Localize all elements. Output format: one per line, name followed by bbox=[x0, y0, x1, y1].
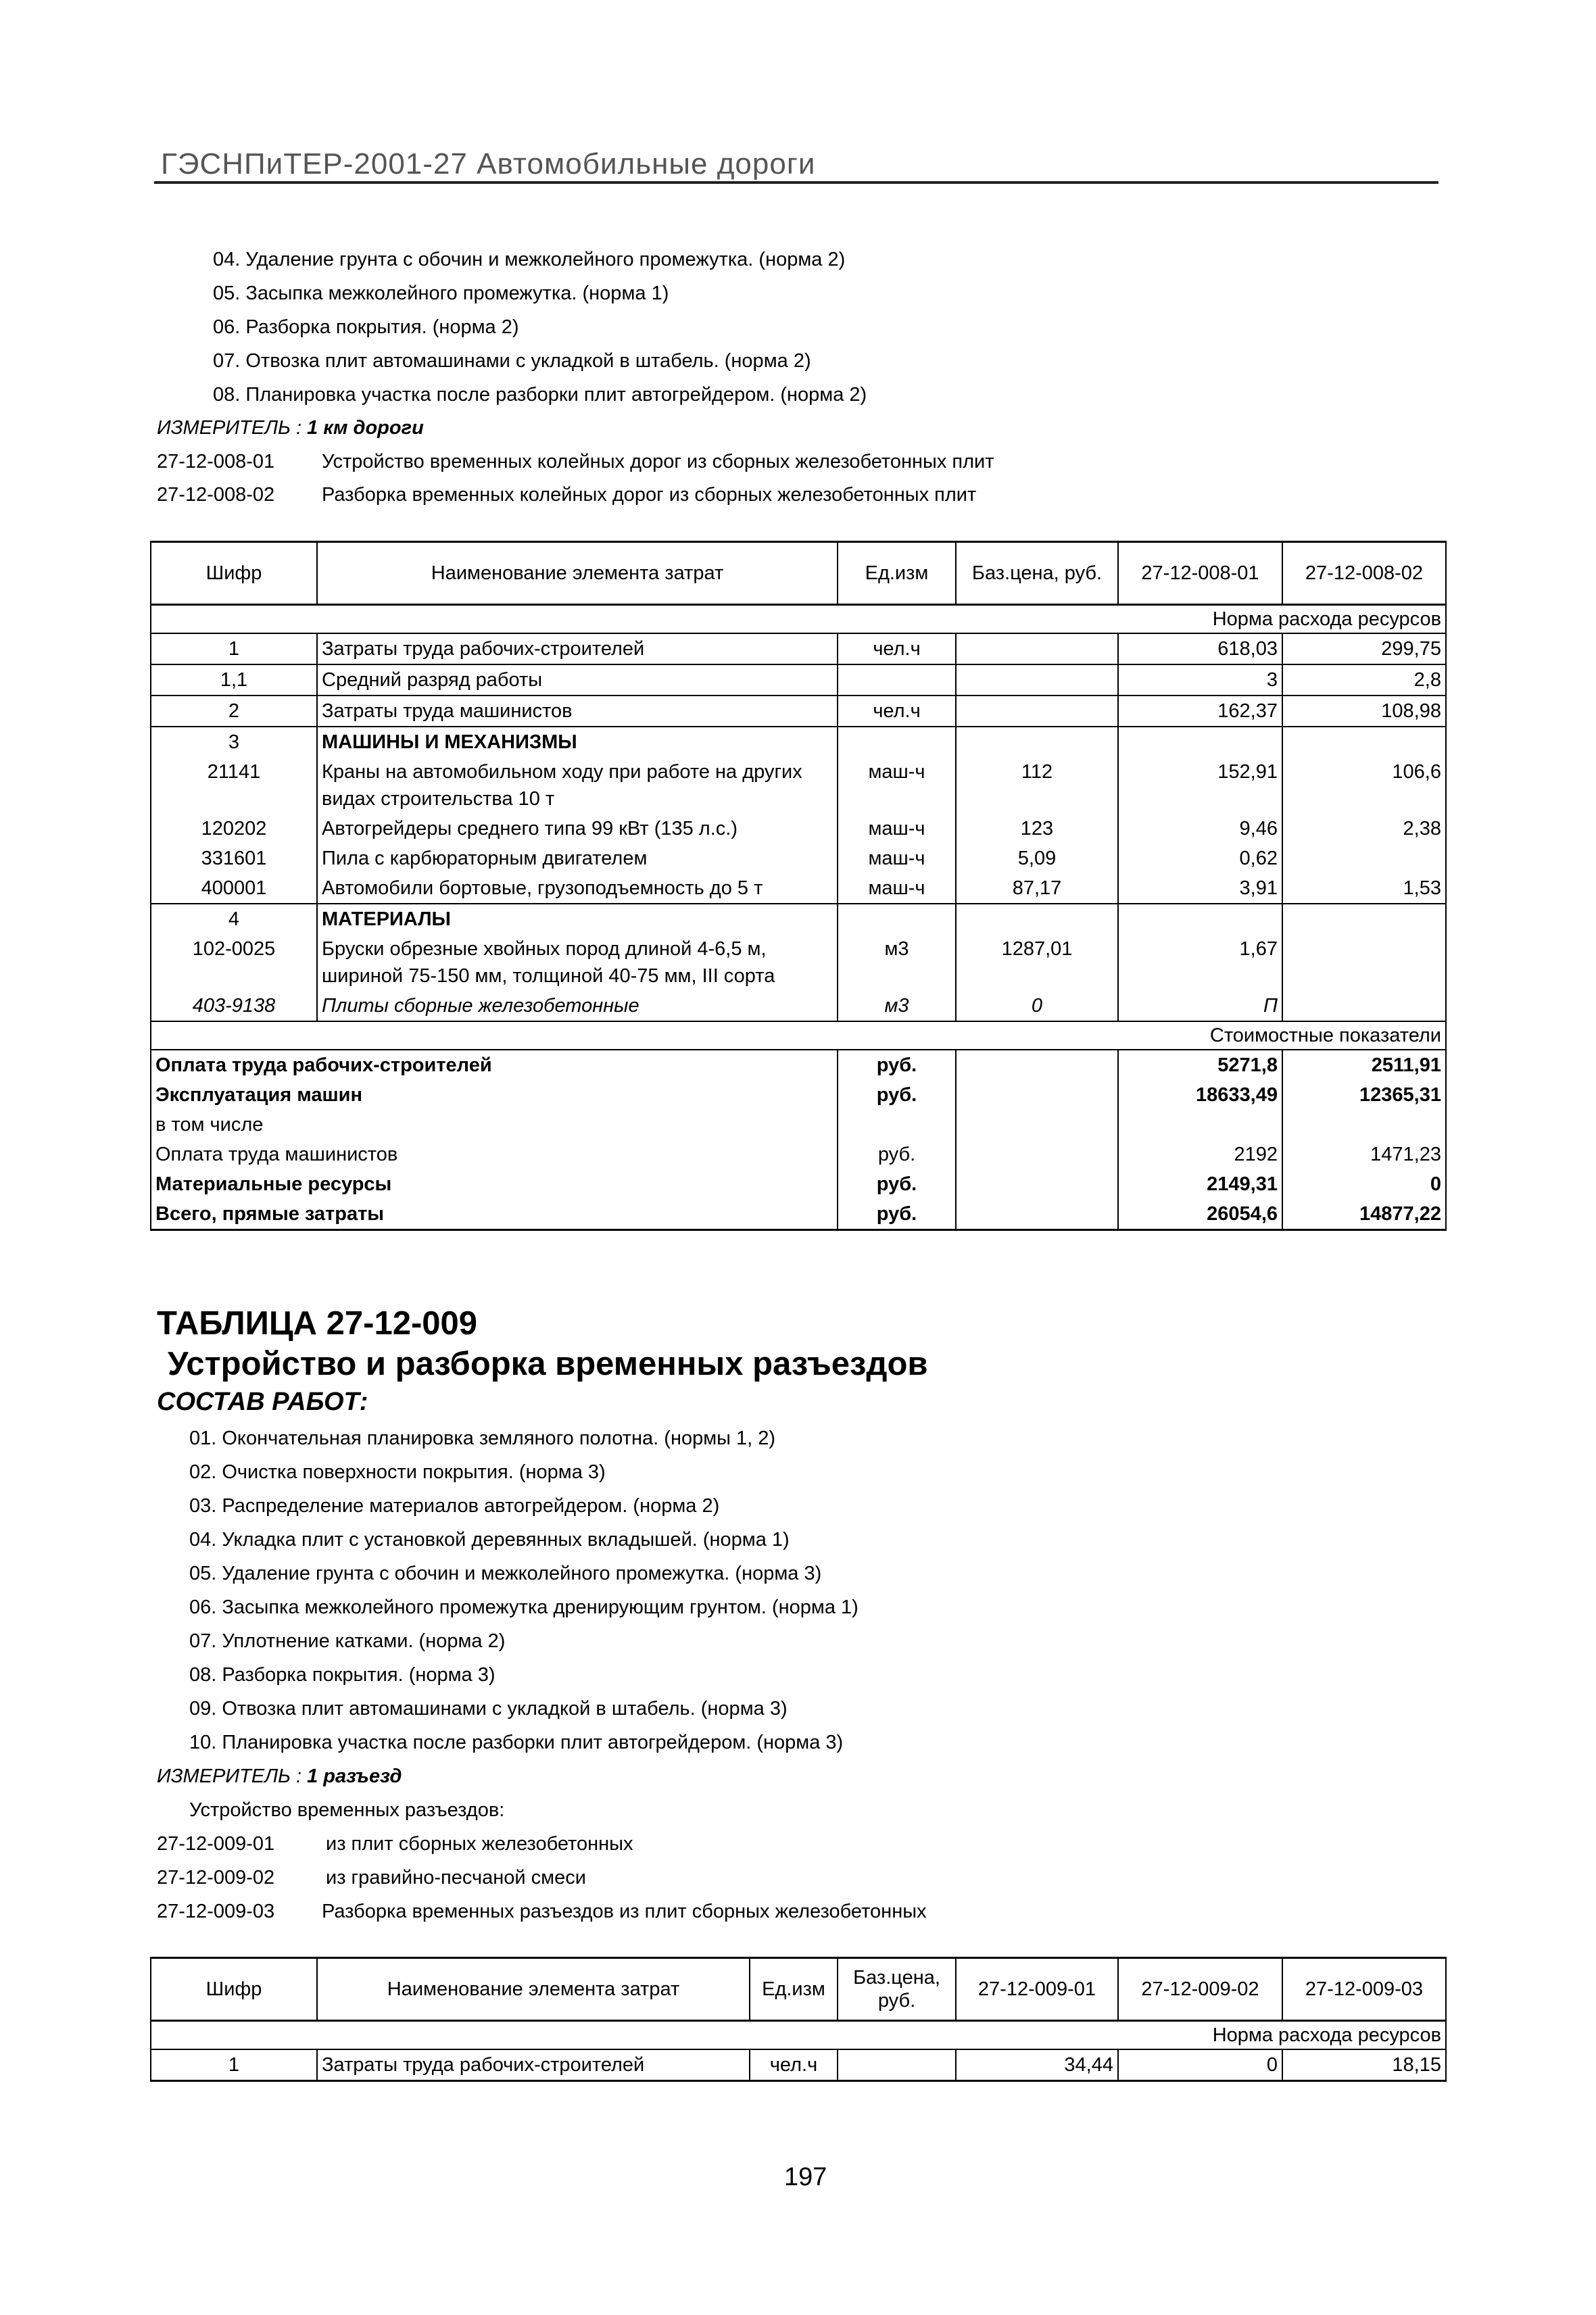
cell-name: Затраты труда рабочих-строителей bbox=[317, 2049, 750, 2081]
code-desc: из гравийно-песчаной смеси bbox=[326, 1867, 586, 1888]
cost-price bbox=[956, 1110, 1118, 1140]
code-desc: Устройство временных колейных дорог из сборных железобетонных плит bbox=[322, 451, 994, 472]
cost-price bbox=[956, 1050, 1118, 1080]
table-row bbox=[151, 814, 1446, 844]
cell-value: 34,44 bbox=[956, 2049, 1118, 2081]
work-item: 06. Засыпка межколейного промежутка дренирующим грунтом. (норма 1) bbox=[189, 1597, 859, 1618]
work-item: 04. Удаление грунта с обочин и межколейного промежутка. (норма 2) bbox=[213, 249, 846, 270]
cell-code: 1 bbox=[151, 2049, 317, 2081]
meter-label: ИЗМЕРИТЕЛЬ : bbox=[157, 1765, 308, 1787]
work-heading: СОСТАВ РАБОТ: bbox=[157, 1388, 368, 1416]
cost-unit bbox=[838, 1110, 956, 1140]
cell-name: Автогрейдеры среднего типа 99 кВт (135 л.с.) bbox=[317, 814, 838, 844]
table-row bbox=[151, 904, 1446, 934]
norm-label: Норма расхода ресурсов bbox=[151, 605, 1446, 634]
code: 27-12-008-02 bbox=[157, 484, 275, 506]
cell-value: 299,75 bbox=[1282, 633, 1446, 664]
cell-price: 112 bbox=[956, 757, 1118, 814]
cost-value: 2511,91 bbox=[1282, 1050, 1446, 1080]
cell-unit: маш-ч bbox=[838, 873, 956, 904]
code-line bbox=[157, 451, 274, 473]
cell-code: 403-9138 bbox=[151, 991, 317, 1021]
cell-unit bbox=[838, 727, 956, 757]
cost-name: Оплата труда рабочих-строителей bbox=[151, 1050, 838, 1080]
table-row bbox=[151, 757, 1446, 814]
cell-price bbox=[956, 696, 1118, 727]
cell-name: Краны на автомобильном ходу при работе на других видах строительства 10 т bbox=[317, 757, 838, 814]
col-header: 27-12-009-02 bbox=[1118, 1958, 1282, 2021]
table-header-row bbox=[151, 1958, 1446, 2021]
cell-price: 123 bbox=[956, 814, 1118, 844]
cell-price: 1287,01 bbox=[956, 934, 1118, 991]
cost-name: Всего, прямые затраты bbox=[151, 1199, 838, 1230]
cell-price bbox=[956, 727, 1118, 757]
work-item: 09. Отвозка плит автомашинами с укладкой в штабель. (норма 3) bbox=[189, 1698, 788, 1720]
cell-value: 3,91 bbox=[1118, 873, 1282, 904]
table-row bbox=[151, 727, 1446, 757]
work-item: 07. Уплотнение катками. (норма 2) bbox=[189, 1630, 506, 1652]
code-desc: Разборка временных разъездов из плит сборных железобетонных bbox=[322, 1901, 927, 1922]
header-rule bbox=[154, 181, 1438, 184]
cost-label-row bbox=[151, 1021, 1446, 1050]
cost-price bbox=[956, 1199, 1118, 1230]
cell-unit: чел.ч bbox=[750, 2049, 838, 2081]
cost-row bbox=[151, 1199, 1446, 1230]
cell-value: 106,6 bbox=[1282, 757, 1446, 814]
page-number: 197 bbox=[784, 2163, 827, 2191]
work-item: 07. Отвозка плит автомашинами с укладкой в штабель. (норма 2) bbox=[213, 350, 811, 372]
cost-value: 5271,8 bbox=[1118, 1050, 1282, 1080]
col-header: Ед.изм bbox=[750, 1958, 838, 2021]
cost-unit: руб. bbox=[838, 1050, 956, 1080]
cell-name: Затраты труда машинистов bbox=[317, 696, 838, 727]
cost-value bbox=[1282, 1110, 1446, 1140]
cost-row bbox=[151, 1169, 1446, 1199]
cell-value: 0 bbox=[1118, 2049, 1282, 2081]
cell-name: Плиты сборные железобетонные bbox=[317, 991, 838, 1021]
section-heading: МАШИНЫ И МЕХАНИЗМЫ bbox=[317, 727, 838, 757]
cell-value: 618,03 bbox=[1118, 633, 1282, 664]
cost-unit: руб. bbox=[838, 1169, 956, 1199]
cost-price bbox=[956, 1140, 1118, 1169]
cell-value bbox=[1282, 844, 1446, 873]
cost-name: Эксплуатация машин bbox=[151, 1080, 838, 1110]
work-item: 02. Очистка поверхности покрытия. (норма 3) bbox=[189, 1461, 606, 1483]
work-item: 01. Окончательная планировка земляного полотна. (нормы 1, 2) bbox=[189, 1428, 776, 1449]
cell-unit bbox=[838, 904, 956, 934]
cell-code: 21141 bbox=[151, 757, 317, 814]
cost-name: Материальные ресурсы bbox=[151, 1169, 838, 1199]
norm-label-row bbox=[151, 2021, 1446, 2050]
cell-name: Бруски обрезные хвойных пород длиной 4-6,5 м, шириной 75-150 мм, толщиной 40-75 мм, III сорта bbox=[317, 934, 838, 991]
cost-unit: руб. bbox=[838, 1199, 956, 1230]
cell-value: П bbox=[1118, 991, 1282, 1021]
cell-unit: м3 bbox=[838, 934, 956, 991]
running-header: ГЭСНПиТЕР-2001-27 Автомобильные дороги bbox=[161, 147, 816, 180]
cell-value: 162,37 bbox=[1118, 696, 1282, 727]
cell-value: 2,38 bbox=[1282, 814, 1446, 844]
cost-label: Стоимостные показатели bbox=[151, 1021, 1446, 1050]
cell-value: 2,8 bbox=[1282, 664, 1446, 696]
resource-table-008 bbox=[150, 541, 1447, 1231]
section-subtitle: Устройство и разборка временных разъездов bbox=[168, 1346, 928, 1382]
cost-row bbox=[151, 1110, 1446, 1140]
cost-value: 2192 bbox=[1118, 1140, 1282, 1169]
cell-value: 0,62 bbox=[1118, 844, 1282, 873]
work-item: 05. Удаление грунта с обочин и межколейного промежутка. (норма 3) bbox=[189, 1563, 822, 1584]
cost-row bbox=[151, 1140, 1446, 1169]
work-item: 05. Засыпка межколейного промежутка. (норма 1) bbox=[213, 283, 669, 304]
col-header: Баз.цена, руб. bbox=[838, 1958, 956, 2021]
cell-value: 9,46 bbox=[1118, 814, 1282, 844]
cost-row bbox=[151, 1050, 1446, 1080]
cost-name: Оплата труда машинистов bbox=[151, 1140, 838, 1169]
cell-code: 1,1 bbox=[151, 664, 317, 696]
cost-value: 18633,49 bbox=[1118, 1080, 1282, 1110]
code: 27-12-009-03 bbox=[157, 1901, 275, 1922]
cell-price bbox=[956, 664, 1118, 696]
cost-unit: руб. bbox=[838, 1140, 956, 1169]
device-heading: Устройство временных разъездов: bbox=[189, 1799, 505, 1821]
cell-price: 87,17 bbox=[956, 873, 1118, 904]
cell-name: Пила с карбюраторным двигателем bbox=[317, 844, 838, 873]
code-desc: Разборка временных колейных дорог из сборных железобетонных плит bbox=[322, 484, 977, 506]
norm-label: Норма расхода ресурсов bbox=[151, 2021, 1446, 2050]
work-item: 06. Разборка покрытия. (норма 2) bbox=[213, 316, 519, 338]
cell-code: 3 bbox=[151, 727, 317, 757]
cell-unit: чел.ч bbox=[838, 633, 956, 664]
cell-value bbox=[1282, 727, 1446, 757]
cell-code: 120202 bbox=[151, 814, 317, 844]
col-header: Шифр bbox=[151, 542, 317, 605]
cost-value: 0 bbox=[1282, 1169, 1446, 1199]
code: 27-12-009-02 bbox=[157, 1867, 275, 1888]
meter-value: 1 км дороги bbox=[307, 417, 424, 439]
norm-label-row bbox=[151, 605, 1446, 634]
cell-unit: маш-ч bbox=[838, 844, 956, 873]
table-row bbox=[151, 696, 1446, 727]
work-item: 04. Укладка плит с установкой деревянных вкладышей. (норма 1) bbox=[189, 1529, 790, 1551]
col-header: 27-12-009-01 bbox=[956, 1958, 1118, 2021]
cell-code: 400001 bbox=[151, 873, 317, 904]
section-heading: МАТЕРИАЛЫ bbox=[317, 904, 838, 934]
cost-value: 12365,31 bbox=[1282, 1080, 1446, 1110]
col-header: 27-12-008-02 bbox=[1282, 542, 1446, 605]
cell-value: 108,98 bbox=[1282, 696, 1446, 727]
cell-value: 18,15 bbox=[1282, 2049, 1446, 2081]
cell-value bbox=[1282, 934, 1446, 991]
work-item: 10. Планировка участка после разборки плит автогрейдером. (норма 3) bbox=[189, 1732, 844, 1753]
cell-value: 1,53 bbox=[1282, 873, 1446, 904]
cost-price bbox=[956, 1080, 1118, 1110]
cell-name: Затраты труда рабочих-строителей bbox=[317, 633, 838, 664]
col-header: Шифр bbox=[151, 1958, 317, 2021]
resource-table-009 bbox=[150, 1957, 1447, 2082]
code: 27-12-008-01 bbox=[157, 451, 275, 472]
cell-code: 2 bbox=[151, 696, 317, 727]
table-row bbox=[151, 664, 1446, 696]
work-item: 08. Разборка покрытия. (норма 3) bbox=[189, 1664, 495, 1686]
meter-value: 1 разъезд bbox=[307, 1765, 402, 1787]
cell-unit: м3 bbox=[838, 991, 956, 1021]
table-row bbox=[151, 844, 1446, 873]
cell-price bbox=[956, 633, 1118, 664]
cost-price bbox=[956, 1169, 1118, 1199]
cell-code: 1 bbox=[151, 633, 317, 664]
col-header: Наименование элемента затрат bbox=[317, 1958, 750, 2021]
cell-value bbox=[1282, 991, 1446, 1021]
cell-price: 5,09 bbox=[956, 844, 1118, 873]
cost-value bbox=[1118, 1110, 1282, 1140]
table-row bbox=[151, 873, 1446, 904]
cell-value bbox=[1282, 904, 1446, 934]
col-header: 27-12-009-03 bbox=[1282, 1958, 1446, 2021]
cell-name: Автомобили бортовые, грузоподъемность до 5 т bbox=[317, 873, 838, 904]
cell-code: 102-0025 bbox=[151, 934, 317, 991]
cell-code: 4 bbox=[151, 904, 317, 934]
table-row bbox=[151, 934, 1446, 991]
table-row bbox=[151, 633, 1446, 664]
cell-price bbox=[838, 2049, 956, 2081]
cell-price bbox=[956, 904, 1118, 934]
cost-value: 14877,22 bbox=[1282, 1199, 1446, 1230]
table-row bbox=[151, 2049, 1446, 2081]
code-line bbox=[157, 484, 274, 506]
table-title: ТАБЛИЦА 27-12-009 bbox=[157, 1305, 478, 1342]
col-header: Наименование элемента затрат bbox=[317, 542, 838, 605]
cost-row bbox=[151, 1080, 1446, 1110]
col-header: Ед.изм bbox=[838, 542, 956, 605]
code: 27-12-009-01 bbox=[157, 1833, 275, 1855]
meter-line bbox=[157, 417, 424, 439]
cell-value: 152,91 bbox=[1118, 757, 1282, 814]
cell-unit: маш-ч bbox=[838, 814, 956, 844]
meter-label: ИЗМЕРИТЕЛЬ : bbox=[157, 417, 308, 439]
cell-value bbox=[1118, 727, 1282, 757]
cell-value: 3 bbox=[1118, 664, 1282, 696]
meter-line bbox=[157, 1765, 402, 1788]
cell-unit bbox=[838, 664, 956, 696]
code-desc: из плит сборных железобетонных bbox=[326, 1833, 633, 1855]
cell-price: 0 bbox=[956, 991, 1118, 1021]
col-header: Баз.цена, руб. bbox=[956, 542, 1118, 605]
cell-value: 1,67 bbox=[1118, 934, 1282, 991]
cell-unit: чел.ч bbox=[838, 696, 956, 727]
cost-value: 26054,6 bbox=[1118, 1199, 1282, 1230]
work-item: 08. Планировка участка после разборки плит автогрейдером. (норма 2) bbox=[213, 384, 867, 406]
cost-name: в том числе bbox=[151, 1110, 838, 1140]
work-item: 03. Распределение материалов автогрейдером. (норма 2) bbox=[189, 1495, 720, 1517]
table-header-row bbox=[151, 542, 1446, 605]
cell-value bbox=[1118, 904, 1282, 934]
cell-code: 331601 bbox=[151, 844, 317, 873]
cost-value: 2149,31 bbox=[1118, 1169, 1282, 1199]
cell-unit: маш-ч bbox=[838, 757, 956, 814]
col-header: 27-12-008-01 bbox=[1118, 542, 1282, 605]
cell-name: Средний разряд работы bbox=[317, 664, 838, 696]
table-row bbox=[151, 991, 1446, 1021]
cost-value: 1471,23 bbox=[1282, 1140, 1446, 1169]
cost-unit: руб. bbox=[838, 1080, 956, 1110]
